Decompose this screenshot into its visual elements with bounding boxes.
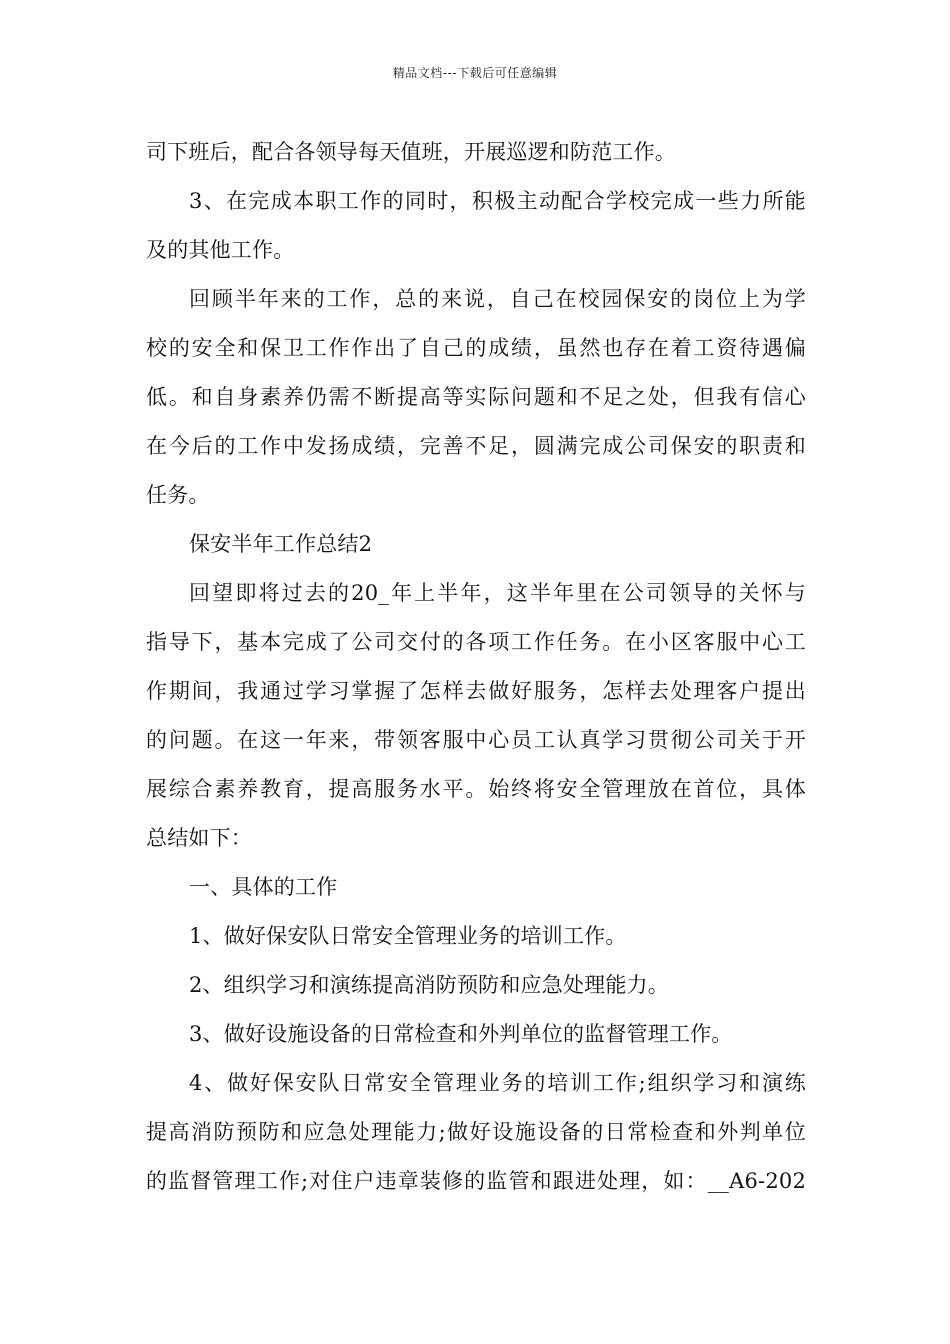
- text-line: 司下班后，配合各领导每天值班，开展巡逻和防范工作。: [146, 140, 676, 164]
- text-line: 总结如下：: [146, 826, 252, 850]
- text-line: 作期间，我通过学习掌握了怎样去做好服务，怎样去处理客户提出: [146, 679, 806, 703]
- text-line: 4、做好保安队日常安全管理业务的培训工作;组织学习和演练: [189, 1071, 806, 1095]
- text-line: 的问题。在这一年来，带领客服中心员工认真学习贯彻公司关于开: [146, 728, 806, 752]
- text-line: 1、做好保安队日常安全管理业务的培训工作。: [189, 924, 627, 948]
- text-line: 保安半年工作总结2: [189, 532, 373, 556]
- text-line: 3、在完成本职工作的同时，积极主动配合学校完成一些力所能: [189, 189, 806, 213]
- text-line: 2、组织学习和演练提高消防预防和应急处理能力。: [189, 973, 669, 997]
- text-line: 指导下，基本完成了公司交付的各项工作任务。在小区客服中心工: [146, 630, 806, 654]
- text-line: 在今后的工作中发扬成绩，完善不足，圆满完成公司保安的职责和: [146, 434, 806, 458]
- text-line: 回顾半年来的工作，总的来说，自己在校园保安的岗位上为学: [189, 287, 806, 311]
- text-line: 低。和自身素养仍需不断提高等实际问题和不足之处，但我有信心: [146, 385, 806, 409]
- text-line: 3、做好设施设备的日常检查和外判单位的监督管理工作。: [189, 1022, 733, 1046]
- document-body: [146, 128, 806, 1206]
- text-line: 一、具体的工作: [189, 875, 338, 899]
- text-line: 的监督管理工作;对住户违章装修的监管和跟进处理，如：__A6-202: [146, 1169, 806, 1193]
- text-line: 及的其他工作。: [146, 238, 295, 262]
- text-line: 回望即将过去的20_年上半年，这半年里在公司领导的关怀与: [189, 581, 806, 605]
- text-line: 校的安全和保卫工作作出了自己的成绩，虽然也存在着工资待遇偏: [146, 336, 806, 360]
- text-line: 提高消防预防和应急处理能力;做好设施设备的日常检查和外判单位: [146, 1120, 806, 1144]
- text-line: 展综合素养教育，提高服务水平。始终将安全管理放在首位，具体: [146, 777, 806, 801]
- page-header: 精品文档---下载后可任意编辑: [392, 66, 558, 80]
- text-line: 任务。: [146, 483, 210, 507]
